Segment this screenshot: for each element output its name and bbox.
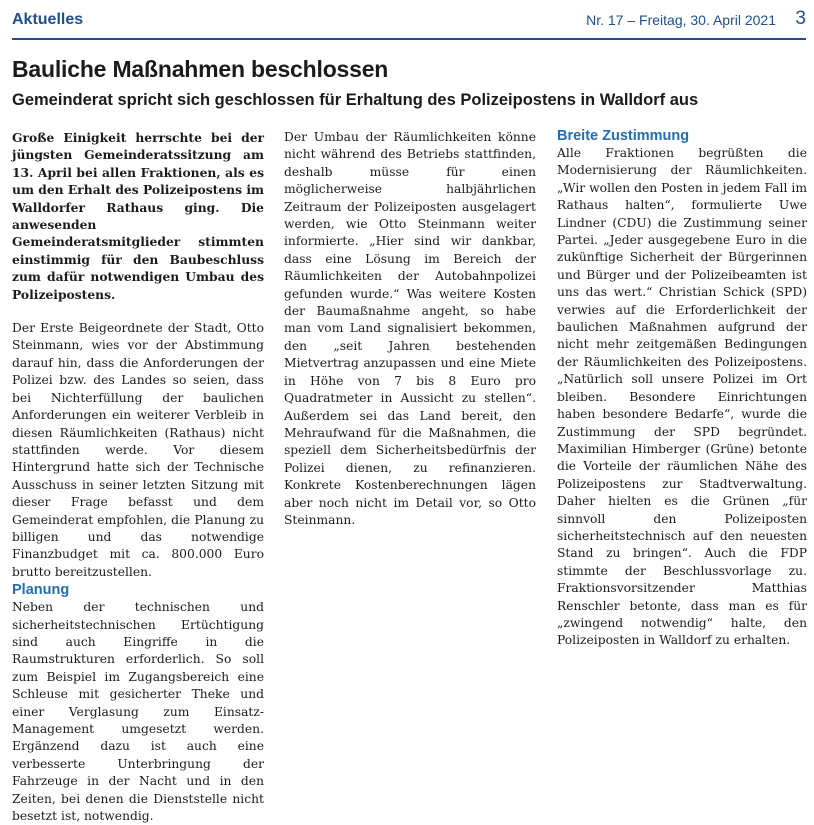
subheading-planung: Planung <box>12 582 70 599</box>
body-paragraph: Der Erste Beigeordnete der Stadt, Otto Steinmann, wies vor der Abstimmung darauf hin, dass die Anforderungen der Polizei bzw. des Landes so seien, dass bei Nichterfüllung der baulichen Anforderungen ein weiterer Verbleib in diesen Räumlichkeiten (Rathaus) nicht stattfinden werde. Vor diesem Hintergrund hatte sich der Technische Ausschuss in seiner letzten Sitzung mit dieser Frage befasst und dem Gemeinderat empfohlen, die Planung zu billigen und das notwendige Finanzbudget mit ca. 800.000 Euro brutto bereitzustellen. <box>12 321 264 579</box>
issue-date: Nr. 17 – Freitag, 30. April 2021 <box>586 12 776 28</box>
page-header <box>12 8 806 33</box>
body-paragraph: Alle Fraktionen begrüßten die Modernisierung der Räumlichkeiten. „Wir wollen den Posten in jedem Fall im Rathaus halten“, formulierte Uwe Lindner (CDU) die Zustimmung seiner Partei. „Jeder ausgegebene Euro in die zukünftige Sicherheit der Bürgerinnen und Bürger und der Polizeibeamten ist uns das wert.“ Christian Schick (SPD) verwies auf die Erforderlichkeit der baulichen Maßnahmen aufgrund der nicht mehr zeitgemäßen Bedingungen der Räumlichkeiten des Polizeipostens. „Natürlich soll unsere Polizei im Ort bleiben. Besondere Einrichtungen haben besondere Bedarfe“, wurde die Zustimmung der SPD begründet. Maximilian Himberger (Grüne) betonte die Vorteile der räumlichen Nähe des Polizeipostens zur Stadtverwaltung. Daher hielten es die Grünen „für sinnvoll den Polizeiposten sicherheitstechnisch auf den neuesten Stand zu bringen“. Auch die FDP stimmte der Beschlussvorlage zu. Fraktionsvorsitzender Matthias Renschler betonte, dass man es für „zwingend notwendig“ halte, den Polizeiposten in Walldorf zu erhalten. <box>557 146 807 648</box>
article-title: Bauliche Maßnahmen beschlossen <box>12 56 389 82</box>
body-paragraph: Der Umbau der Räumlichkeiten könne nicht während des Betriebs stattfinden, deshalb müsse für einen möglicherweise halbjährlichen Zeitraum der Polizeiposten ausgelagert werden, wie Otto Steinmann weiter informierte. „Hier sind wir dankbar, dass eine Lösung im Bereich der Räumlichkeiten der Autobahnpolizei gefunden wurde.“ Was weitere Kosten der Baumaßnahme angeht, so habe man vom Land signalisiert bekommen, den „seit Jahren bestehenden Mietvertrag anzupassen und eine Miete in Höhe von 7 bis 8 Euro pro Quadratmeter in Aussicht zu stellen“. Außerdem sei das Land bereit, den Mehraufwand für die Maßnahmen, die speziell dem Sicherheitsbedürfnis der Polizei dienen, zu refinanzieren. Konkrete Kostenberechnungen lägen aber noch nicht im Detail vor, so Otto Steinmann. <box>284 130 536 527</box>
lead-paragraph: Große Einigkeit herrschte bei der jüngsten Gemeinderatssitzung am 13. April bei allen Fraktionen, als es um den Erhalt des Polizeipostens im Walldorfer Rathaus ging. Die anwesenden Gemeinderatsmitglieder stimmten einstimmig für den Baubeschluss zum dafür notwendigen Umbau des Polizeipostens. <box>12 130 264 302</box>
subheading-zustimmung: Breite Zustimmung <box>557 128 690 144</box>
column-1 <box>12 129 264 825</box>
header-rule <box>12 38 806 40</box>
column-2 <box>284 129 536 529</box>
body-paragraph: Neben der technischen und sicherheitstechnischen Ertüchtigung sind auch Eingriffe in die Raumstrukturen erforderlich. So soll zum Beispiel im Zugangsbereich eine Schleuse mit gesicherter Theke und einer Verglasung zum Einsatz-Management umgesetzt werden. Ergänzend dazu ist auch eine verbesserte Unterbringung der Fahrzeuge in der Nacht und in den Zeiten, bei denen die Dienststelle nicht besetzt ist, notwendig. <box>12 600 264 824</box>
section-label: Aktuelles <box>12 11 84 28</box>
column-3 <box>557 127 807 650</box>
page-number: 3 <box>795 8 806 29</box>
article-subtitle: Gemeinderat spricht sich geschlossen für Erhaltung des Polizeipostens in Walldorf aus <box>12 91 699 109</box>
